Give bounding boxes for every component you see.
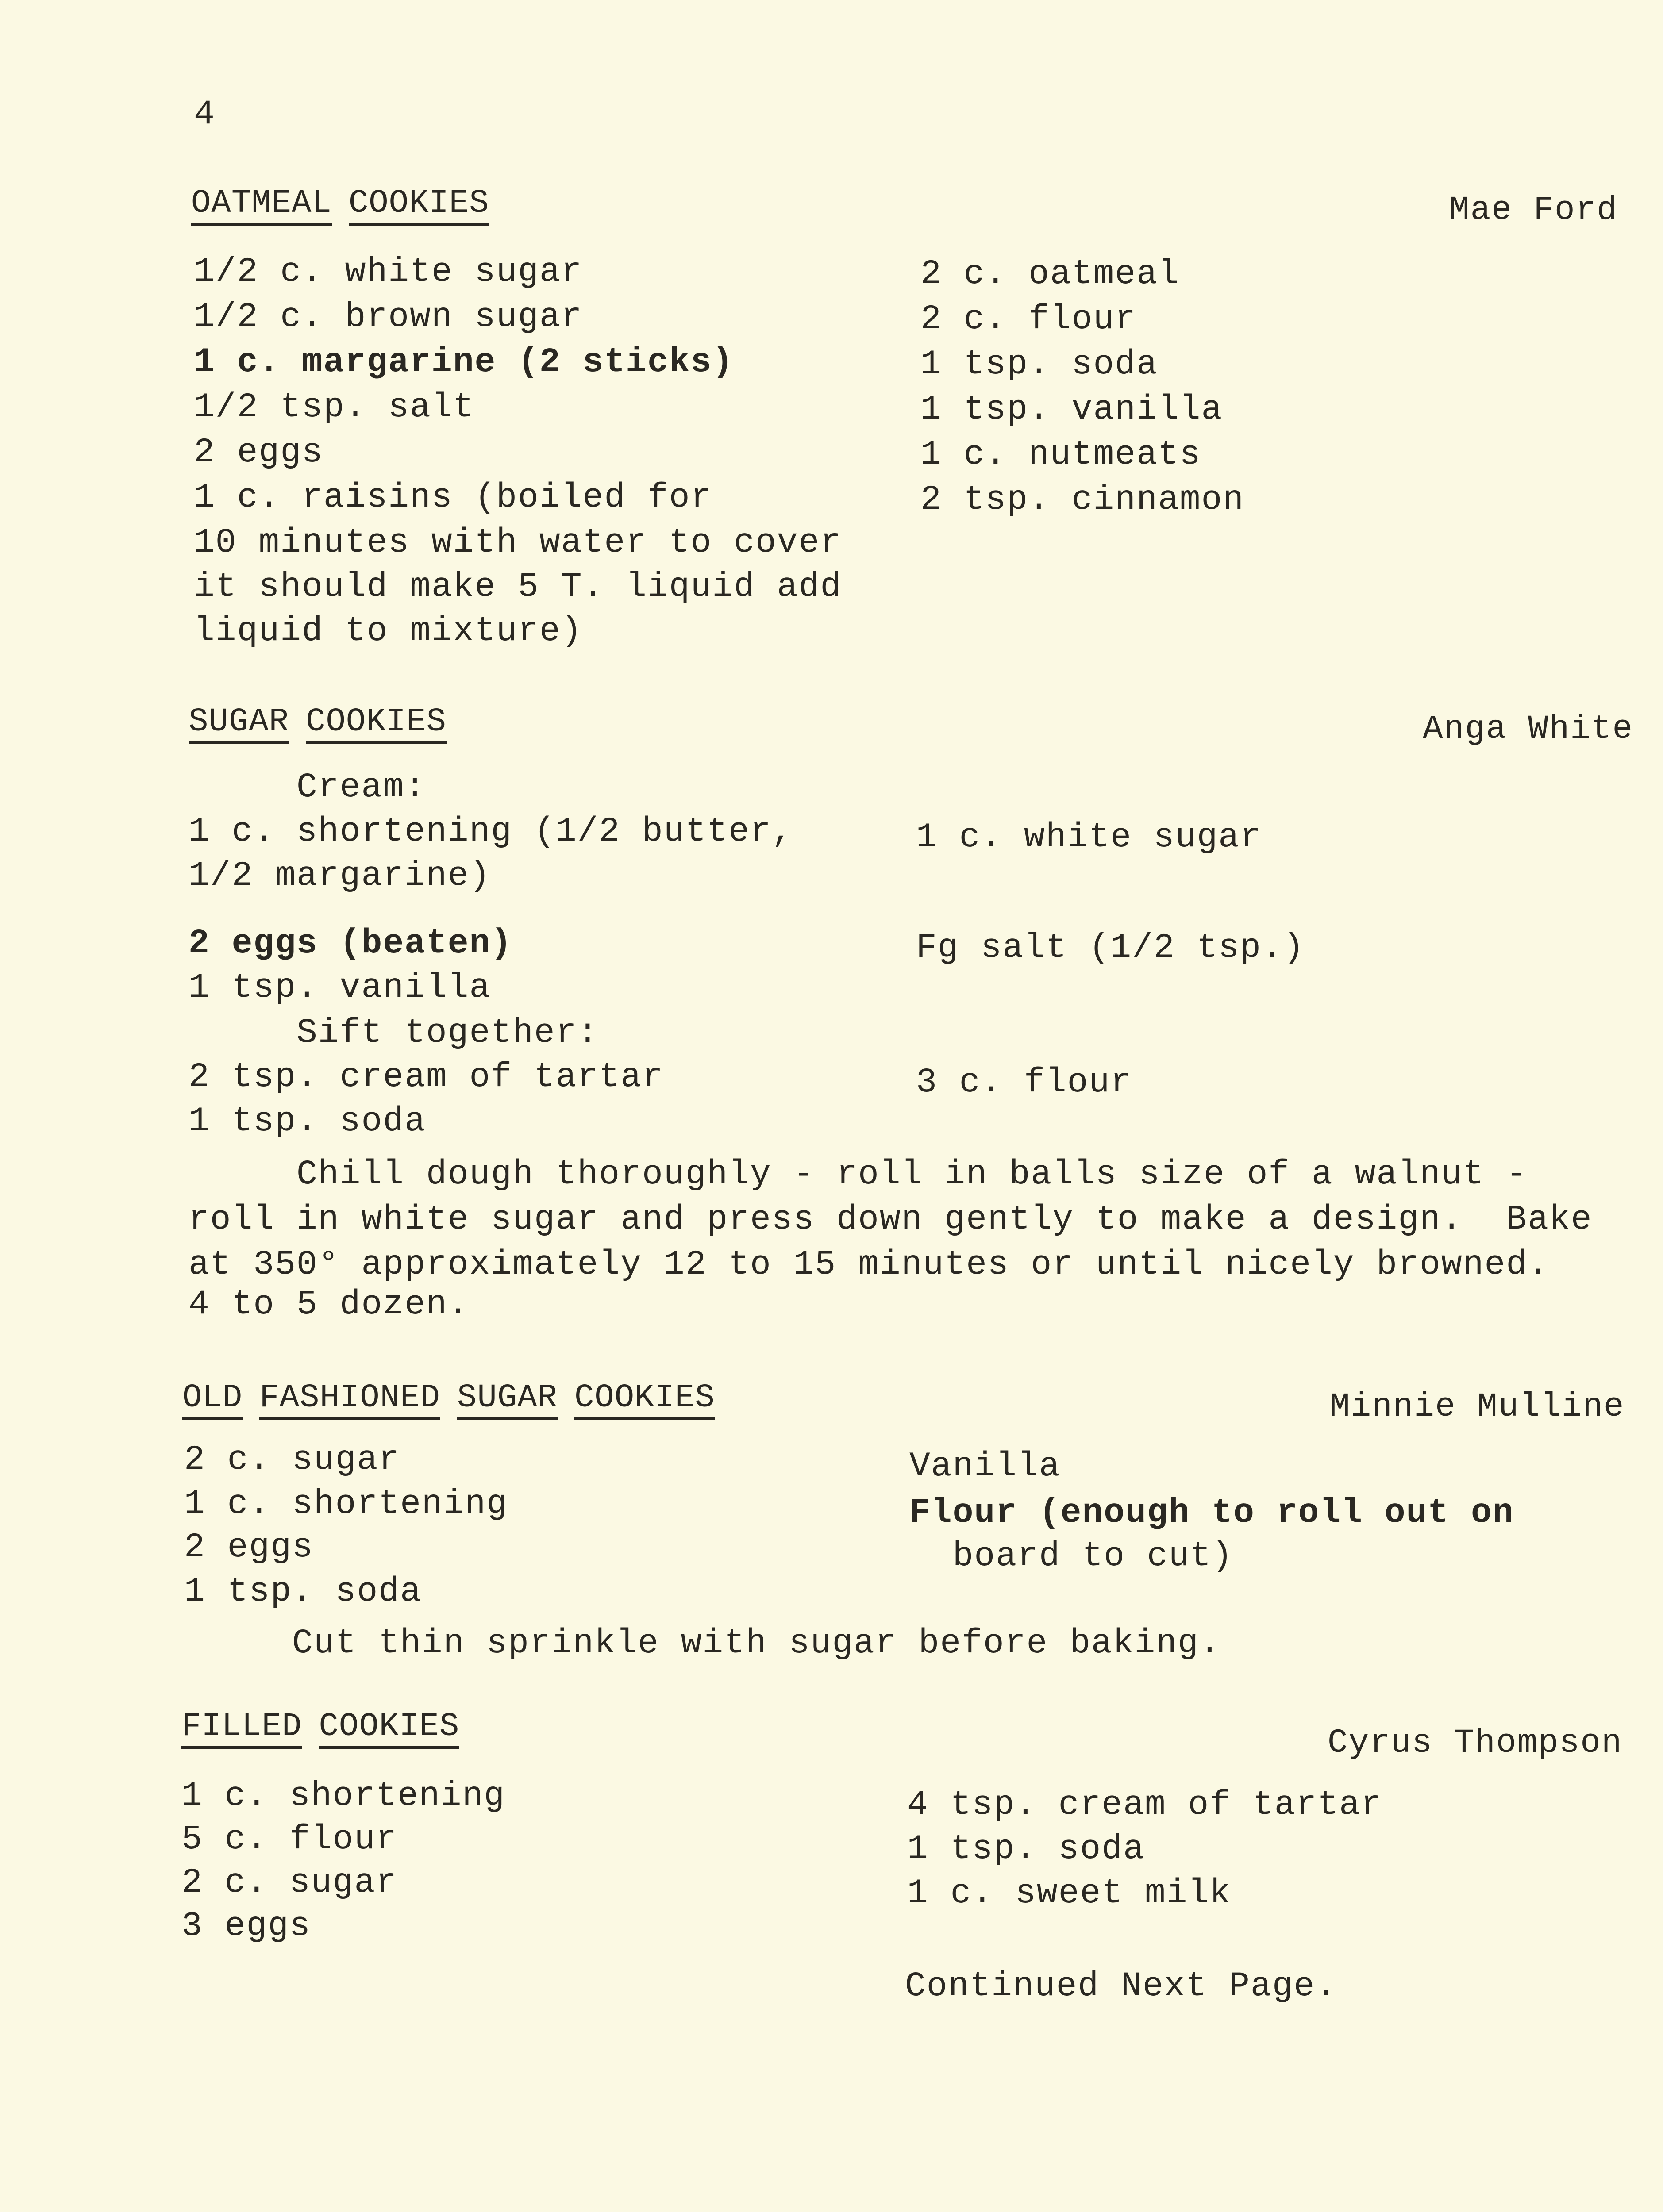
title-word: COOKIES	[574, 1379, 715, 1420]
title-word: COOKIES	[349, 184, 489, 226]
ingredient-line: 3 eggs	[181, 1907, 311, 1946]
recipe-title-oatmeal-cookies	[191, 181, 489, 226]
ingredient-line: 1 c. nutmeats	[920, 435, 1201, 474]
page-number: 4	[194, 95, 215, 134]
title-word: OLD	[182, 1379, 243, 1420]
recipe-title-old-fashioned-sugar-cookies	[182, 1376, 715, 1420]
ingredient-line: 4 tsp. cream of tartar	[907, 1786, 1382, 1824]
recipe-author: Minnie Mulline	[1330, 1388, 1625, 1426]
ingredient-line: 1/2 c. brown sugar	[194, 298, 583, 337]
ingredient-line: 1 c. shortening	[181, 1777, 506, 1816]
ingredient-line: 2 eggs	[194, 433, 323, 472]
ingredient-line: Fg salt (1/2 tsp.)	[916, 929, 1305, 968]
ingredient-line: 1 c. white sugar	[916, 818, 1262, 857]
directions-line: roll in white sugar and press down gently to make a design. Bake	[189, 1200, 1593, 1239]
ingredient-line: 3 c. flour	[916, 1063, 1132, 1102]
ingredient-line: 1/2 tsp. salt	[194, 388, 475, 427]
ingredient-line: 2 eggs	[184, 1528, 314, 1567]
title-word: FASHIONED	[259, 1379, 440, 1420]
ingredient-line: 1 tsp. soda	[184, 1572, 422, 1611]
ingredient-line: 2 tsp. cream of tartar	[189, 1058, 664, 1097]
ingredient-line: 1 c. margarine (2 sticks)	[194, 343, 734, 382]
ingredient-line: 2 c. sugar	[181, 1863, 398, 1902]
ingredient-line: 2 tsp. cinnamon	[920, 480, 1245, 519]
ingredient-line: 1 tsp. vanilla	[920, 390, 1223, 429]
continued-note: Continued Next Page.	[905, 1967, 1337, 2006]
ingredient-line: liquid to mixture)	[194, 612, 583, 651]
recipe-author: Anga White	[1423, 710, 1634, 748]
ingredient-line: 1/2 margarine)	[189, 856, 491, 895]
ingredient-line: 1 tsp. soda	[907, 1830, 1145, 1869]
section-label: Sift together:	[296, 1014, 599, 1052]
ingredient-line: 10 minutes with water to cover	[194, 523, 842, 562]
ingredient-line: 2 c. flour	[920, 300, 1137, 339]
title-word: OATMEAL	[191, 184, 332, 226]
recipe-author: Mae Ford	[1449, 191, 1618, 229]
ingredient-line: 1 c. sweet milk	[907, 1874, 1232, 1913]
ingredient-line: 1 tsp. soda	[920, 345, 1158, 384]
ingredient-line: 1/2 c. white sugar	[194, 253, 583, 292]
section-label: Cream:	[296, 768, 426, 807]
recipe-title-sugar-cookies	[189, 700, 447, 744]
title-word: COOKIES	[319, 1708, 459, 1749]
title-word: FILLED	[181, 1708, 302, 1749]
directions-line: 4 to 5 dozen.	[189, 1285, 470, 1324]
directions-line: Cut thin sprinkle with sugar before baking.	[184, 1624, 1221, 1663]
ingredient-line: 1 tsp. vanilla	[189, 968, 491, 1007]
ingredient-line: 2 c. oatmeal	[920, 255, 1180, 294]
ingredient-line: 2 c. sugar	[184, 1440, 400, 1479]
ingredient-line: Flour (enough to roll out on	[909, 1494, 1514, 1532]
title-word: SUGAR	[457, 1379, 558, 1420]
directions-line: Chill dough thoroughly - roll in balls size of a walnut -	[189, 1155, 1528, 1194]
ingredient-line: board to cut)	[909, 1537, 1234, 1576]
ingredient-line: 2 eggs (beaten)	[189, 924, 513, 963]
ingredient-line: it should make 5 T. liquid add	[194, 568, 842, 607]
recipe-author: Cyrus Thompson	[1328, 1724, 1623, 1762]
ingredient-line: 1 c. shortening	[184, 1485, 508, 1524]
ingredient-line: Vanilla	[909, 1447, 1061, 1486]
ingredient-line: 1 c. shortening (1/2 butter,	[189, 812, 793, 851]
recipe-title-filled-cookies	[181, 1705, 459, 1749]
ingredient-line: 1 c. raisins (boiled for	[194, 478, 712, 517]
ingredient-line: 1 tsp. soda	[189, 1102, 426, 1141]
directions-line: at 350° approximately 12 to 15 minutes or until nicely browned.	[189, 1245, 1549, 1284]
title-word: SUGAR	[189, 703, 289, 744]
ingredient-line: 5 c. flour	[181, 1820, 398, 1859]
title-word: COOKIES	[306, 703, 447, 744]
